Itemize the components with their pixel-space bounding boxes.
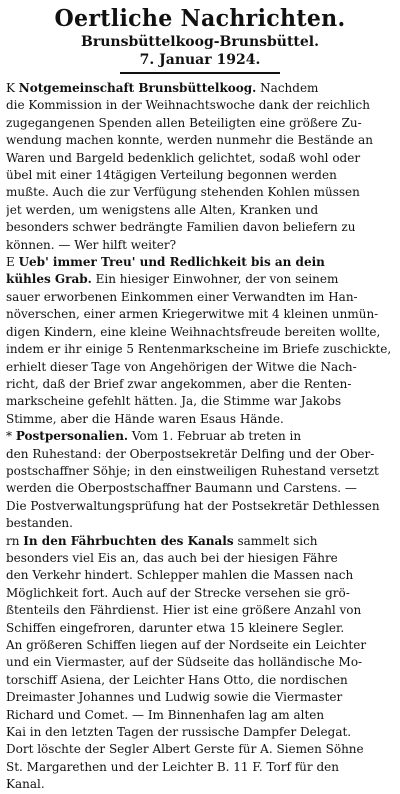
article-line: sauer erworbenen Einkommen einer Verwandten im Han- [6,289,358,304]
article-line: növerschen, einer armen Kriegerwitwe mit 4 kleinen unmün- [6,307,379,322]
article-line: St. Margarethen und der Leichter B. 11 F. Torf für den [6,759,339,774]
article-line: Die Postverwaltungsprüfung hat der Postsekretär Dethlessen [6,498,380,513]
article-line: Richard und Comet. — Im Binnenhafen lag am alten [6,707,325,722]
paragraph-text: sammelt sich [233,533,318,548]
paragraph-lead: K [6,81,19,95]
article-line: werden die Oberpostschaffner Baumann und Carstens. — [6,481,357,496]
article-line: Dreimaster Johannes und Ludwig sowie die Viermaster [6,690,343,705]
article-line: mußte. Auch die zur Verfügung stehenden Kohlen müssen [6,185,360,200]
paragraph-lead: E [6,255,19,270]
article-line: den Verkehr hindert. Schlepper mahlen die Massen nach [6,568,354,583]
article-line: wendung machen konnte, werden nunmehr die Bestände an [6,133,373,148]
issue-date: 7. Januar 1924. [139,52,261,68]
article-line: markscheine gefehlt hätten. Ja, die Stimme war Jakobs [6,394,342,409]
article-line: Stimme, aber die Hände waren Esaus Hände. [6,411,284,426]
paragraph-heading: kühles Grab. [6,272,92,287]
article-line: jet werden, um wenigstens alle Alten, Kranken und [6,202,319,217]
article-line [6,271,394,288]
article-line: übel mit einer 14tägigen Verteilung begonnen werden [6,168,337,183]
article-line: Schiffen eingefroren, darunter etwa 15 kleinere Segler. [6,620,345,635]
article-line: bestanden. [6,516,73,531]
paragraph-heading: Postpersonalien. [15,429,129,444]
article-line: zugegangenen Spenden allen Beteiligten eine größere Zu- [6,115,362,130]
article-line: digen Kindern, eine kleine Weihnachtsfreude bereiten wollte, [6,324,381,339]
article-line: An größeren Schiffen liegen auf der Nordseite ein Leichter [6,638,367,652]
article-line: die Kommission in der Weihnachtswoche dank der reichlich [6,98,370,113]
article-line: richt, daß der Brief zwar angekommen, aber die Renten- [6,376,352,391]
article-line: torschiff Asiena, der Leichter Hans Otto, die nordischen [6,672,348,687]
paragraph-heading: In den Fährbuchten des Kanals [23,533,234,548]
section-title: Oertliche Nachrichten. [54,5,346,32]
article-line: können. — Wer hilft weiter? [6,237,177,252]
paragraph-heading: Ueb' immer Treu' und Redlichkeit bis an dein [18,255,325,270]
article-line: und ein Viermaster, auf der Südseite das holländische Mo- [6,655,363,670]
article-line: Waren und Bargeld bedenklich gelichtet, sodaß wohl oder [6,150,361,165]
article-line: indem er ihr einige 5 Rentenmarkscheine im Briefe zuschickte, [6,342,392,357]
article-line [6,533,394,550]
article-line: Möglichkeit fort. Auch auf der Strecke versehen sie grö- [6,585,350,600]
section-subtitle: Brunsbüttelkoog-Brunsbüttel. [81,34,319,50]
article-line: besonders schwer bedrängte Familien davon beliefern zu [6,220,356,235]
paragraph-text: Vom 1. Februar ab treten in [128,429,302,444]
article-line: den Ruhestand: der Oberpostsekretär Delfing und der Ober- [6,446,375,461]
article-line [6,254,394,271]
article-line: erhielt dieser Tage von Angehörigen der Witwe die Nach- [6,359,357,374]
article-line [6,80,394,97]
paragraph-text: Nachdem [256,81,319,95]
paragraph-heading: Notgemeinschaft Brunsbüttelkoog. [18,81,257,95]
paragraph-text: Ein hiesiger Einwohner, der von seinem [91,272,339,287]
article-line: besonders viel Eis an, das auch bei der hiesigen Fähre [6,550,338,565]
paragraph-lead: rn [6,533,24,548]
article-line: Kai in den letzten Tagen der russische Dampfer Delegat. [6,725,352,740]
article-line [6,428,394,445]
article-line: Dort löschte der Segler Albert Gerste für A. Siemen Söhne [6,742,364,757]
article-line: Kanal. [6,777,45,792]
article-body [6,80,394,794]
article-line: postschaffner Söhje; in den einstweiligen Ruhestand versetzt [6,463,379,478]
article-line: ßtenteils den Fährdienst. Hier ist eine größere Anzahl von [6,603,362,618]
divider-rule [120,72,280,74]
paragraph-lead: * [6,429,16,444]
